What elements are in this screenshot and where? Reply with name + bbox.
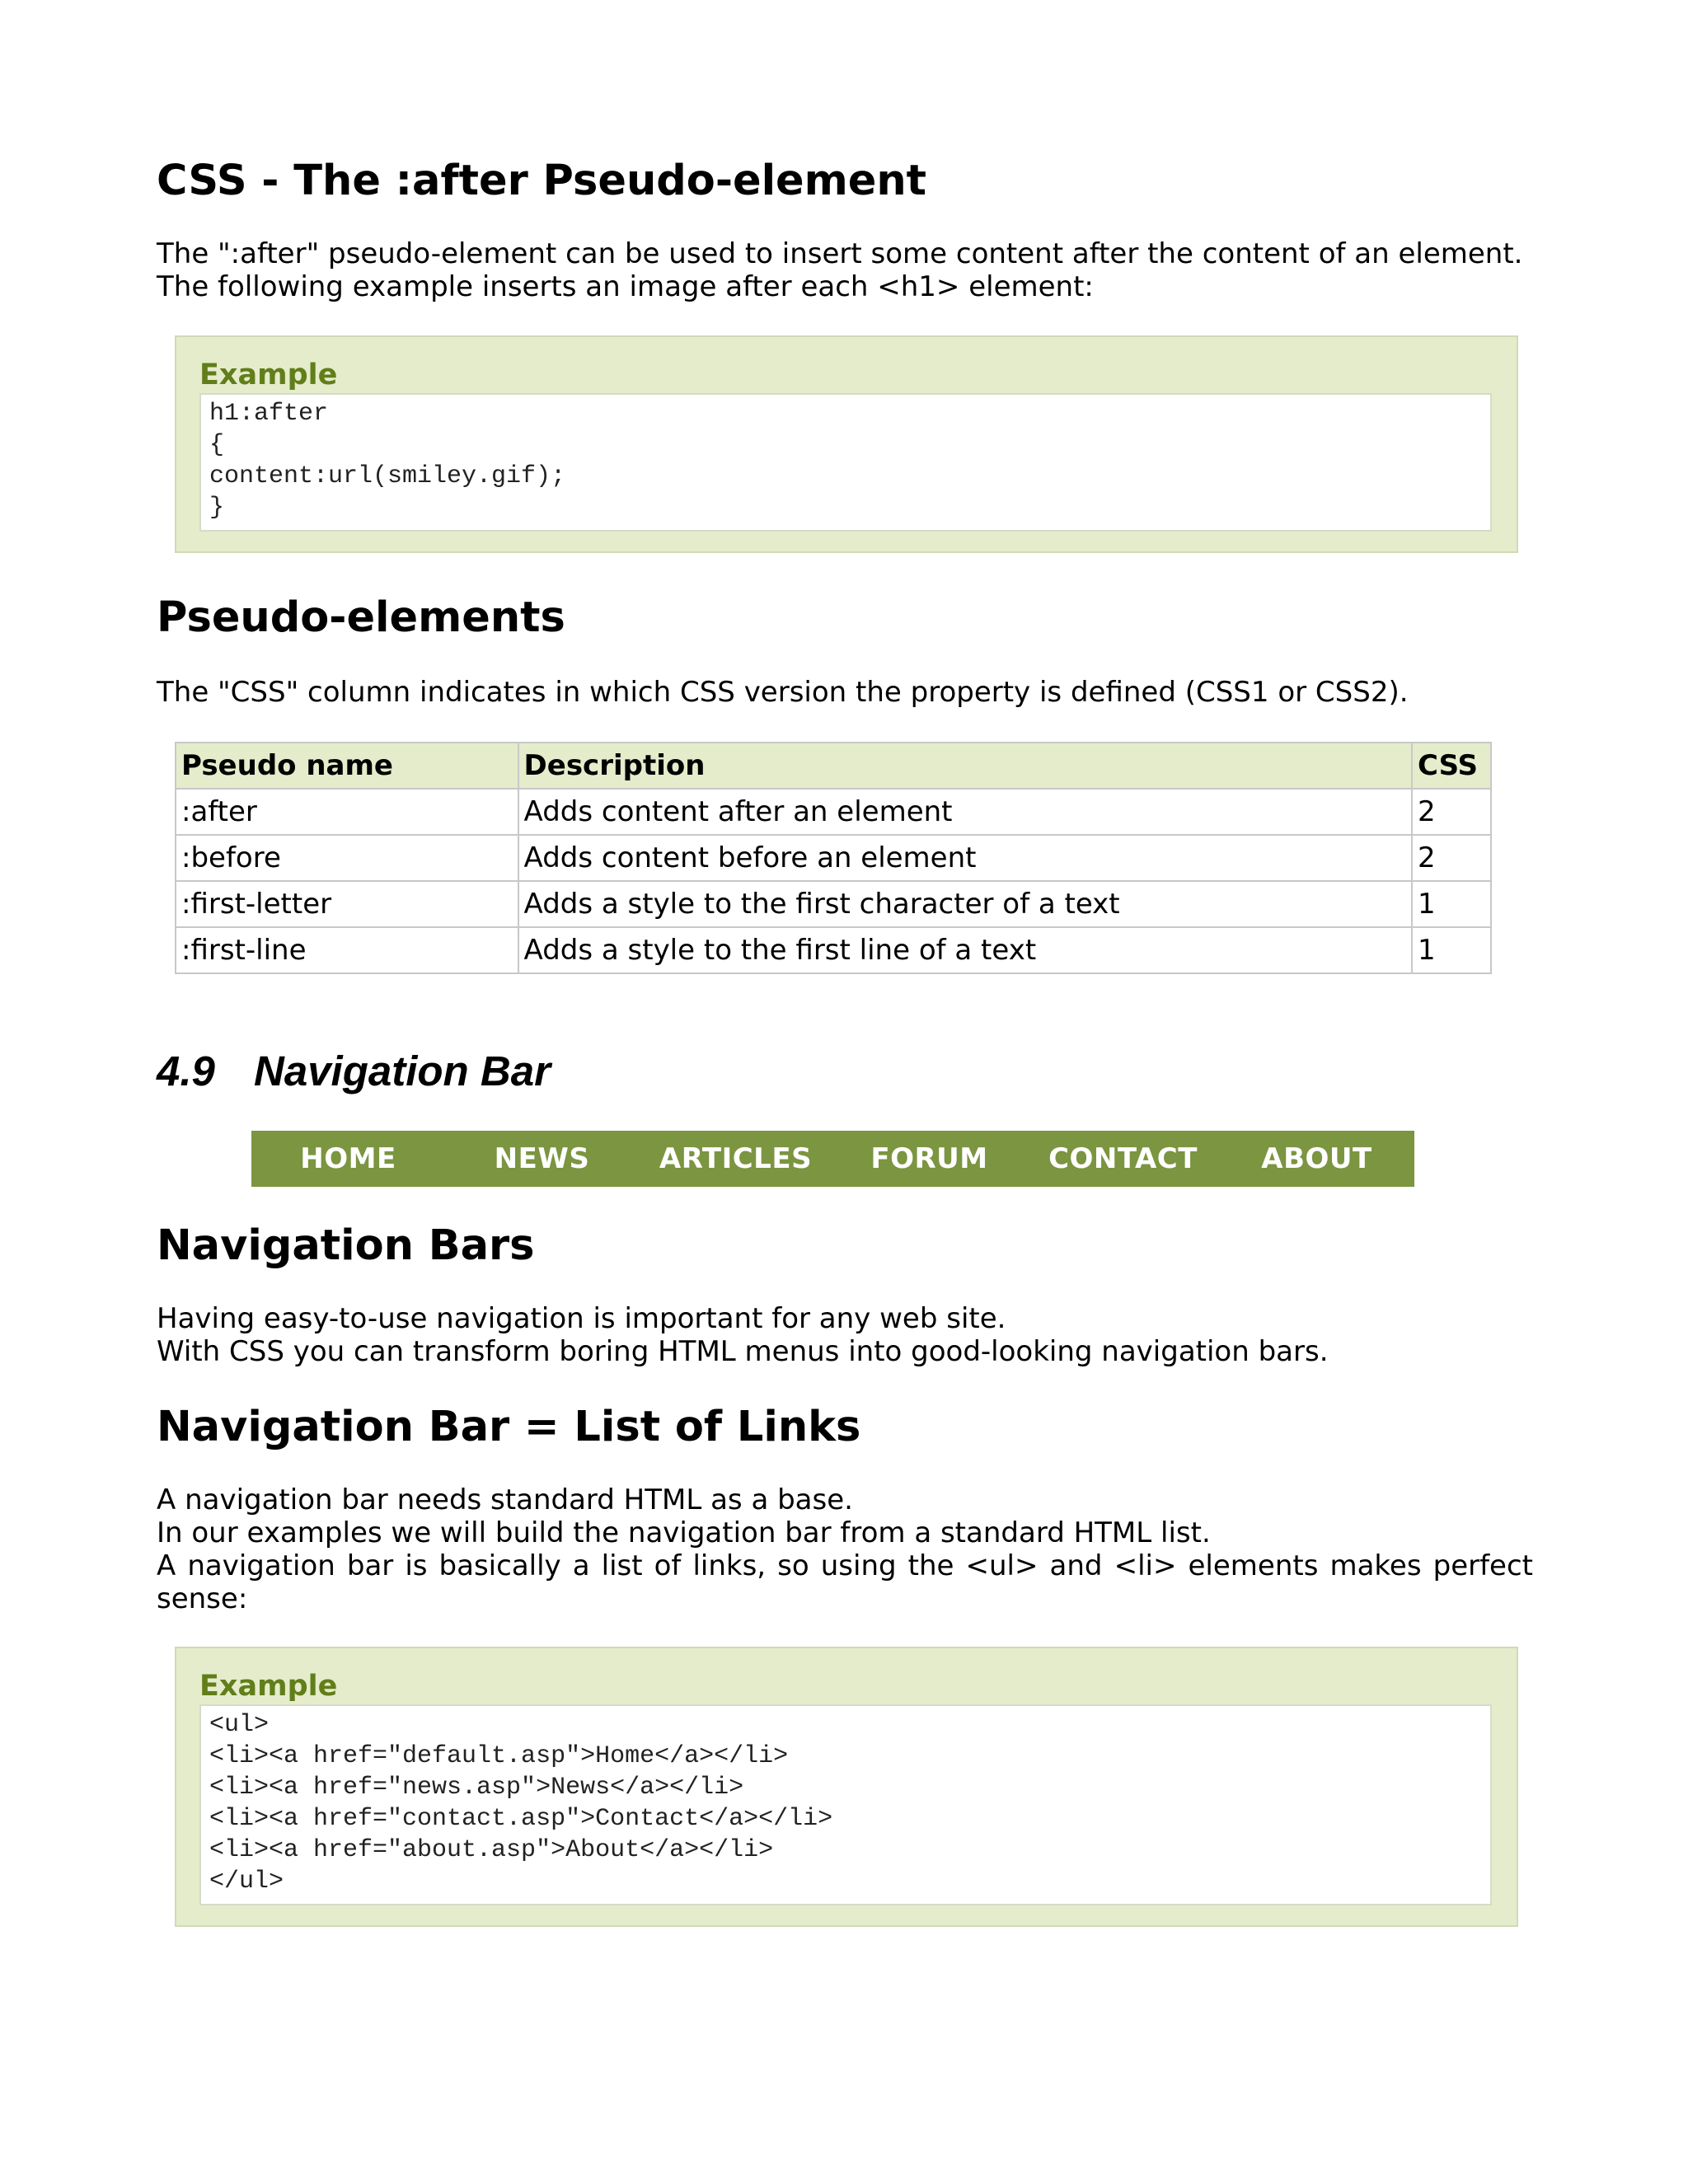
table-cell: :first-line (176, 927, 518, 973)
table-cell: Adds a style to the first line of a text (518, 927, 1412, 973)
code-line: content:url(smiley.gif); (209, 462, 566, 490)
nav-item-contact[interactable]: CONTACT (1048, 1142, 1198, 1175)
table-header-cell: Pseudo name (176, 743, 518, 789)
nav-item-about[interactable]: ABOUT (1261, 1142, 1372, 1175)
code-line: </ul> (209, 1868, 284, 1896)
table-cell: :after (176, 789, 518, 835)
code-line: <li><a href="default.asp">Home</a></li> (209, 1742, 789, 1770)
code-line: <li><a href="about.asp">About</a></li> (209, 1836, 774, 1864)
table-row (176, 789, 1491, 835)
example-label: Example (199, 1670, 338, 1703)
code-line: { (209, 431, 225, 459)
code-line: } (209, 494, 225, 522)
after-description-line: The ":after" pseudo-element can be used to insert some content after the content of an element. (157, 237, 1523, 270)
table-row (176, 881, 1491, 927)
table-cell: Adds content before an element (518, 835, 1412, 881)
navbars-heading: Navigation Bars (157, 1221, 535, 1270)
example-label: Example (199, 359, 338, 391)
table-cell: :before (176, 835, 518, 881)
nav-item-forum[interactable]: FORUM (870, 1142, 988, 1175)
list-links-description-line: A navigation bar is basically a list of links, so using the <ul> and <li> elements makes perfect (157, 1549, 1533, 1582)
table-header-cell: CSS (1412, 743, 1491, 789)
navbars-description (157, 1302, 1533, 1368)
nav-item-articles[interactable]: ARTICLES (659, 1142, 813, 1175)
pseudo-description (157, 676, 1533, 709)
table-cell: 1 (1412, 927, 1491, 973)
list-links-description (157, 1483, 1533, 1615)
table-header-row (176, 743, 1491, 789)
navbars-description-line: With CSS you can transform boring HTML menus into good-looking navigation bars. (157, 1335, 1329, 1368)
table-cell: Adds a style to the first character of a text (518, 881, 1412, 927)
table-cell: 2 (1412, 789, 1491, 835)
after-description (157, 237, 1533, 303)
list-links-description-line: In our examples we will build the navigation bar from a standard HTML list. (157, 1516, 1211, 1549)
table-cell: 1 (1412, 881, 1491, 927)
nav-item-home[interactable]: HOME (300, 1142, 396, 1175)
list-links-description-line: A navigation bar needs standard HTML as a base. (157, 1483, 853, 1516)
section-title: Navigation Bar (254, 1047, 551, 1094)
table-cell: 2 (1412, 835, 1491, 881)
table-cell: Adds content after an element (518, 789, 1412, 835)
navbars-description-line: Having easy-to-use navigation is important for any web site. (157, 1302, 1006, 1335)
list-links-example-box (175, 1647, 1518, 1927)
code-line: <li><a href="news.asp">News</a></li> (209, 1774, 744, 1802)
nav-item-news[interactable]: NEWS (494, 1142, 590, 1175)
table-row (176, 927, 1491, 973)
navigation-bar (251, 1131, 1414, 1187)
after-description-line: The following example inserts an image after each <h1> element: (157, 270, 1094, 303)
table-row (176, 835, 1491, 881)
table-header-cell: Description (518, 743, 1412, 789)
pseudo-description-line: The "CSS" column indicates in which CSS version the property is defined (CSS1 or CSS2). (157, 676, 1409, 709)
code-block (199, 1704, 1492, 1905)
after-heading: CSS - The :after Pseudo-element (157, 157, 927, 205)
list-links-description-line: sense: (157, 1582, 248, 1615)
section-number: 4.9 (157, 1047, 215, 1094)
code-line: <ul> (209, 1711, 270, 1739)
section-number-heading (157, 1047, 551, 1095)
list-links-heading: Navigation Bar = List of Links (157, 1403, 861, 1451)
after-example-box (175, 335, 1518, 553)
code-block (199, 393, 1492, 532)
pseudo-elements-table (175, 742, 1492, 974)
pseudo-heading: Pseudo-elements (157, 593, 565, 642)
code-line: <li><a href="contact.asp">Contact</a></li> (209, 1805, 833, 1833)
code-line: h1:after (209, 400, 329, 428)
table-cell: :first-letter (176, 881, 518, 927)
